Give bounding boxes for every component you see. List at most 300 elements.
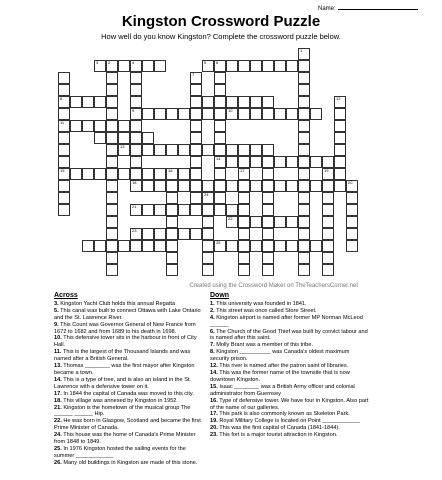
cell-number: 21 <box>132 204 137 209</box>
crossword-cell[interactable] <box>142 168 154 180</box>
crossword-cell[interactable] <box>226 60 238 72</box>
crossword-cell[interactable] <box>238 264 250 276</box>
crossword-cell[interactable] <box>226 180 238 192</box>
crossword-cell[interactable] <box>262 60 274 72</box>
crossword-cell[interactable] <box>166 252 178 264</box>
crossword-cell[interactable] <box>250 60 262 72</box>
crossword-cell[interactable] <box>106 204 118 216</box>
crossword-cell[interactable] <box>154 144 166 156</box>
crossword-cell[interactable] <box>106 168 118 180</box>
crossword-cell[interactable] <box>262 156 274 168</box>
clue-text: This Count was Governor General of New France from 1672 to 1682 and from 1689 to his death in 1698. <box>54 321 196 335</box>
across-clue <box>54 432 204 446</box>
clue-number: 21. <box>54 404 62 411</box>
crossword-cell[interactable] <box>166 108 178 120</box>
clue-number: 18. <box>54 397 62 404</box>
crossword-cell[interactable] <box>298 96 310 108</box>
down-clue <box>210 342 370 349</box>
crossword-cell[interactable] <box>130 204 142 216</box>
crossword-cell[interactable] <box>298 156 310 168</box>
cell-number: 25 <box>216 240 221 245</box>
cell-number: 12 <box>336 96 341 101</box>
down-heading: Down <box>210 292 230 299</box>
crossword-cell[interactable] <box>346 216 358 228</box>
crossword-cell[interactable] <box>238 204 250 216</box>
crossword-cell[interactable] <box>106 96 118 108</box>
clue-text: In 1976 Kingston hosted the sailing events for the summer ____________ <box>54 445 186 459</box>
crossword-cell[interactable] <box>226 144 238 156</box>
crossword-cell[interactable] <box>190 96 202 108</box>
cell-number: 5 <box>204 60 207 65</box>
crossword-cell[interactable] <box>310 180 322 192</box>
clue-text: This university was founded in 1841. <box>214 300 307 307</box>
crossword-cell[interactable] <box>346 180 358 192</box>
page-title: Kingston Crossword Puzzle <box>121 13 321 30</box>
crossword-cell[interactable] <box>298 132 310 144</box>
crossword-cell[interactable] <box>346 192 358 204</box>
crossword-cell[interactable] <box>262 144 274 156</box>
crossword-cell[interactable] <box>214 144 226 156</box>
crossword-cell[interactable] <box>154 180 166 192</box>
crossword-cell[interactable] <box>130 144 142 156</box>
crossword-cell[interactable] <box>190 168 202 180</box>
crossword-cell[interactable] <box>142 204 154 216</box>
crossword-cell[interactable] <box>238 180 250 192</box>
crossword-cell[interactable] <box>214 60 226 72</box>
crossword-cell[interactable] <box>238 156 250 168</box>
cell-number: 10 <box>228 108 233 113</box>
crossword-cell[interactable] <box>118 60 130 72</box>
cell-number: 11 <box>60 120 65 125</box>
crossword-cell[interactable] <box>106 156 118 168</box>
clue-number: 6. <box>210 328 215 335</box>
clue-text: This fort is a major tourist attraction in Kingston. <box>217 432 338 439</box>
crossword-cell[interactable] <box>202 240 214 252</box>
crossword-cell[interactable] <box>58 180 70 192</box>
clue-number: 1. <box>210 300 215 307</box>
down-clue <box>210 315 370 329</box>
crossword-cell[interactable] <box>298 240 310 252</box>
crossword-cell[interactable] <box>298 216 310 228</box>
crossword-cell[interactable] <box>274 108 286 120</box>
clue-text: Molly Brant was a member of this tribe. <box>214 342 313 349</box>
crossword-cell[interactable] <box>214 180 226 192</box>
crossword-cell[interactable] <box>274 240 286 252</box>
crossword-cell[interactable] <box>106 252 118 264</box>
crossword-cell[interactable] <box>250 180 262 192</box>
clue-text: This is the largest of the Thousand Islands and was named after a British General. <box>54 349 191 363</box>
crossword-cell[interactable] <box>130 96 142 108</box>
crossword-cell[interactable] <box>190 120 202 132</box>
crossword-cell[interactable] <box>202 204 214 216</box>
crossword-cell[interactable] <box>142 60 154 72</box>
crossword-cell[interactable] <box>298 264 310 276</box>
crossword-cell[interactable] <box>274 156 286 168</box>
clue-text: This park is also commonly known as Skeleton Park. <box>217 411 350 418</box>
crossword-cell[interactable] <box>214 156 226 168</box>
crossword-cell[interactable] <box>58 156 70 168</box>
cell-number: 19 <box>324 168 329 173</box>
crossword-cell[interactable] <box>322 192 334 204</box>
crossword-cell[interactable] <box>262 192 274 204</box>
across-clue <box>54 377 204 391</box>
crossword-cell[interactable] <box>82 96 94 108</box>
crossword-cell[interactable] <box>190 144 202 156</box>
crossword-cell[interactable] <box>334 132 346 144</box>
crossword-cell[interactable] <box>190 108 202 120</box>
crossword-cell[interactable] <box>106 144 118 156</box>
crossword-cell[interactable] <box>214 192 226 204</box>
crossword-cell[interactable] <box>334 156 346 168</box>
crossword-cell[interactable] <box>178 228 190 240</box>
crossword-cell[interactable] <box>118 240 130 252</box>
crossword-cell[interactable] <box>70 168 82 180</box>
crossword-cell[interactable] <box>286 108 298 120</box>
crossword-cell[interactable] <box>106 60 118 72</box>
crossword-cell[interactable] <box>106 84 118 96</box>
clue-number: 13. <box>54 363 62 370</box>
crossword-cell[interactable] <box>94 60 106 72</box>
crossword-cell[interactable] <box>238 252 250 264</box>
clue-text: This defensive tower sits in the harbour in front of City Hall. <box>54 335 197 349</box>
crossword-cell[interactable] <box>226 216 238 228</box>
crossword-cell[interactable] <box>238 216 250 228</box>
crossword-cell[interactable] <box>130 228 142 240</box>
crossword-cell[interactable] <box>130 168 142 180</box>
down-clue-list <box>210 301 370 439</box>
clue-number: 4. <box>210 314 215 321</box>
crossword-cell[interactable] <box>298 72 310 84</box>
crossword-cell[interactable] <box>334 96 346 108</box>
crossword-cell[interactable] <box>178 108 190 120</box>
crossword-cell[interactable] <box>190 228 202 240</box>
crossword-cell[interactable] <box>226 96 238 108</box>
crossword-cell[interactable] <box>322 216 334 228</box>
crossword-cell[interactable] <box>274 180 286 192</box>
down-clue <box>210 363 370 370</box>
crossword-cell[interactable] <box>190 132 202 144</box>
clue-text: Kingston __________ was Canada's oldest maximum security prison. <box>210 349 350 363</box>
down-clue <box>210 432 370 439</box>
crossword-cell[interactable] <box>106 132 118 144</box>
crossword-cell[interactable] <box>118 144 130 156</box>
crossword-cell[interactable] <box>214 72 226 84</box>
crossword-cell[interactable] <box>346 228 358 240</box>
crossword-cell[interactable] <box>154 108 166 120</box>
down-clue <box>210 370 370 384</box>
crossword-cell[interactable] <box>286 216 298 228</box>
crossword-cell[interactable] <box>298 252 310 264</box>
crossword-cell[interactable] <box>346 204 358 216</box>
crossword-cell[interactable] <box>262 204 274 216</box>
crossword-cell[interactable] <box>166 264 178 276</box>
crossword-cell[interactable] <box>286 240 298 252</box>
crossword-cell[interactable] <box>262 264 274 276</box>
crossword-cell[interactable] <box>142 144 154 156</box>
crossword-cell[interactable] <box>106 108 118 120</box>
crossword-cell[interactable] <box>262 96 274 108</box>
crossword-cell[interactable] <box>298 120 310 132</box>
clue-number: 8. <box>210 349 215 356</box>
crossword-cell[interactable] <box>214 204 226 216</box>
crossword-cell[interactable] <box>94 120 106 132</box>
crossword-cell[interactable] <box>322 264 334 276</box>
crossword-cell[interactable] <box>226 108 238 120</box>
crossword-cell[interactable] <box>334 180 346 192</box>
crossword-cell[interactable] <box>238 144 250 156</box>
crossword-cell[interactable] <box>130 108 142 120</box>
crossword-cell[interactable] <box>106 180 118 192</box>
crossword-cell[interactable] <box>154 204 166 216</box>
crossword-cell[interactable] <box>274 216 286 228</box>
crossword-cell[interactable] <box>106 120 118 132</box>
crossword-cell[interactable] <box>286 180 298 192</box>
crossword-cell[interactable] <box>106 240 118 252</box>
crossword-cell[interactable] <box>322 252 334 264</box>
across-clue <box>54 391 204 398</box>
crossword-cell[interactable] <box>214 84 226 96</box>
crossword-cell[interactable] <box>298 48 310 60</box>
crossword-cell[interactable] <box>226 240 238 252</box>
across-clue <box>54 418 204 432</box>
crossword-cell[interactable] <box>94 240 106 252</box>
crossword-cell[interactable] <box>166 204 178 216</box>
across-clue <box>54 308 204 322</box>
crossword-cell[interactable] <box>190 180 202 192</box>
crossword-cell[interactable] <box>178 168 190 180</box>
crossword-cell[interactable] <box>202 216 214 228</box>
crossword-cell[interactable] <box>238 228 250 240</box>
crossword-cell[interactable] <box>106 216 118 228</box>
crossword-cell[interactable] <box>70 120 82 132</box>
crossword-cell[interactable] <box>310 240 322 252</box>
crossword-cell[interactable] <box>178 204 190 216</box>
crossword-cell[interactable] <box>322 228 334 240</box>
crossword-cell[interactable] <box>202 60 214 72</box>
crossword-cell[interactable] <box>190 192 202 204</box>
cell-number: 4 <box>132 60 135 65</box>
crossword-cell[interactable] <box>166 168 178 180</box>
crossword-cell[interactable] <box>262 180 274 192</box>
crossword-cell[interactable] <box>190 204 202 216</box>
crossword-cell[interactable] <box>58 96 70 108</box>
crossword-cell[interactable] <box>190 72 202 84</box>
crossword-cell[interactable] <box>82 168 94 180</box>
crossword-cell[interactable] <box>130 132 142 144</box>
crossword-cell[interactable] <box>274 60 286 72</box>
crossword-cell[interactable] <box>334 144 346 156</box>
crossword-cell[interactable] <box>250 216 262 228</box>
crossword-cell[interactable] <box>190 156 202 168</box>
crossword-cell[interactable] <box>250 156 262 168</box>
crossword-cell[interactable] <box>250 108 262 120</box>
clue-text: This was the former name of the townsite that is now downtown Kingston. <box>210 369 350 383</box>
crossword-cell[interactable] <box>142 132 154 144</box>
crossword-cell[interactable] <box>178 144 190 156</box>
crossword-cell[interactable] <box>262 240 274 252</box>
crossword-cell[interactable] <box>118 132 130 144</box>
crossword-cell[interactable] <box>166 180 178 192</box>
crossword-cell[interactable] <box>166 228 178 240</box>
crossword-cell[interactable] <box>190 84 202 96</box>
clue-number: 12. <box>210 363 218 370</box>
crossword-cell[interactable] <box>262 252 274 264</box>
crossword-cell[interactable] <box>58 144 70 156</box>
crossword-cell[interactable] <box>106 72 118 84</box>
crossword-cell[interactable] <box>250 96 262 108</box>
crossword-cell[interactable] <box>334 120 346 132</box>
crossword-cell[interactable] <box>130 240 142 252</box>
crossword-cell[interactable] <box>298 204 310 216</box>
crossword-cell[interactable] <box>262 216 274 228</box>
crossword-cell[interactable] <box>238 192 250 204</box>
crossword-cell[interactable] <box>58 168 70 180</box>
clue-text: This canal was built to connect Ottawa with Lake Ontario and the St. Lawrence River. <box>54 307 201 321</box>
crossword-cell[interactable] <box>226 156 238 168</box>
crossword-cell[interactable] <box>106 264 118 276</box>
crossword-cell[interactable] <box>334 168 346 180</box>
crossword-cell[interactable] <box>166 216 178 228</box>
crossword-cell[interactable] <box>142 108 154 120</box>
clue-number: 14. <box>210 369 218 376</box>
crossword-cell[interactable] <box>238 60 250 72</box>
crossword-cell[interactable] <box>202 144 214 156</box>
crossword-cell[interactable] <box>94 96 106 108</box>
clue-number: 9. <box>54 321 59 328</box>
crossword-cell[interactable] <box>214 240 226 252</box>
crossword-cell[interactable] <box>250 240 262 252</box>
crossword-cell[interactable] <box>130 156 142 168</box>
crossword-cell[interactable] <box>118 168 130 180</box>
crossword-cell[interactable] <box>166 144 178 156</box>
crossword-cell[interactable] <box>58 72 70 84</box>
crossword-cell[interactable] <box>58 204 70 216</box>
crossword-cell[interactable] <box>322 168 334 180</box>
crossword-cell[interactable] <box>322 156 334 168</box>
crossword-cell[interactable] <box>238 108 250 120</box>
clue-text: This was the first capital of Canada (1841-1844). <box>217 425 340 432</box>
crossword-cell[interactable] <box>118 120 130 132</box>
crossword-cell[interactable] <box>154 240 166 252</box>
crossword-cell[interactable] <box>130 60 142 72</box>
clue-text: Thomas ________ was the first mayor after Kingston became a town. <box>54 363 195 376</box>
crossword-cell[interactable] <box>310 156 322 168</box>
crossword-cell[interactable] <box>238 240 250 252</box>
credit-text: Created using the Crossword Maker on TheTeachersCorner.net <box>189 283 358 289</box>
crossword-cell[interactable] <box>298 60 310 72</box>
crossword-cell[interactable] <box>202 108 214 120</box>
crossword-cell[interactable] <box>202 192 214 204</box>
crossword-cell[interactable] <box>322 204 334 216</box>
cell-number: 15 <box>60 168 65 173</box>
across-clues <box>54 293 204 467</box>
crossword-cell[interactable] <box>322 240 334 252</box>
clue-number: 17. <box>54 390 62 397</box>
crossword-cell[interactable] <box>214 96 226 108</box>
crossword-cell[interactable] <box>262 168 274 180</box>
crossword-cell[interactable] <box>58 132 70 144</box>
crossword-cell[interactable] <box>238 96 250 108</box>
crossword-cell[interactable] <box>94 168 106 180</box>
crossword-cell[interactable] <box>166 240 178 252</box>
crossword-cell[interactable] <box>310 108 322 120</box>
crossword-cell[interactable] <box>106 228 118 240</box>
crossword-cell[interactable] <box>214 120 226 132</box>
crossword-cell[interactable] <box>334 108 346 120</box>
crossword-cell[interactable] <box>58 108 70 120</box>
crossword-cell[interactable] <box>58 120 70 132</box>
crossword-cell[interactable] <box>130 72 142 84</box>
crossword-cell[interactable] <box>142 180 154 192</box>
crossword-cell[interactable] <box>154 228 166 240</box>
crossword-cell[interactable] <box>286 60 298 72</box>
cell-number: 7 <box>192 72 195 77</box>
clue-number: 10. <box>54 335 62 342</box>
across-clue <box>54 349 204 363</box>
crossword-cell[interactable] <box>298 168 310 180</box>
crossword-cell[interactable] <box>130 84 142 96</box>
crossword-cell[interactable] <box>94 132 106 144</box>
crossword-cell[interactable] <box>202 264 214 276</box>
clue-text: Kingston Yacht Club holds this annual Regatta <box>58 300 176 307</box>
crossword-cell[interactable] <box>298 108 310 120</box>
clue-number: 3. <box>54 300 59 307</box>
crossword-cell[interactable] <box>226 204 238 216</box>
cell-number: 17 <box>240 168 245 173</box>
crossword-cell[interactable] <box>142 240 154 252</box>
clue-text: Royal Military College is located on Point ____________ <box>217 418 360 425</box>
crossword-cell[interactable] <box>166 192 178 204</box>
cell-number: 20 <box>348 180 353 185</box>
crossword-cell[interactable] <box>298 228 310 240</box>
crossword-cell[interactable] <box>298 192 310 204</box>
down-clue <box>210 398 370 412</box>
down-clue <box>210 301 370 308</box>
crossword-cell[interactable] <box>346 240 358 252</box>
crossword-cell[interactable] <box>82 120 94 132</box>
crossword-cell[interactable] <box>82 240 94 252</box>
crossword-cell[interactable] <box>142 228 154 240</box>
crossword-cell[interactable] <box>58 192 70 204</box>
crossword-cell[interactable] <box>202 96 214 108</box>
clue-text: Type of defensive tower. We have four in Kingston. Also part of the name of our galleries. <box>210 397 369 411</box>
crossword-cell[interactable] <box>298 84 310 96</box>
crossword-cell[interactable] <box>214 108 226 120</box>
crossword-cell[interactable] <box>154 168 166 180</box>
crossword-cell[interactable] <box>178 180 190 192</box>
crossword-cell[interactable] <box>262 228 274 240</box>
crossword-cell[interactable] <box>106 192 118 204</box>
crossword-cell[interactable] <box>298 144 310 156</box>
crossword-cell[interactable] <box>250 144 262 156</box>
crossword-cell[interactable] <box>286 156 298 168</box>
crossword-cell[interactable] <box>214 132 226 144</box>
crossword-cell[interactable] <box>58 84 70 96</box>
crossword-cell[interactable] <box>130 120 142 132</box>
crossword-cell[interactable] <box>298 180 310 192</box>
cell-number: 8 <box>60 96 63 101</box>
crossword-cell[interactable] <box>70 96 82 108</box>
crossword-cell[interactable] <box>202 228 214 240</box>
crossword-cell[interactable] <box>214 168 226 180</box>
crossword-cell[interactable] <box>262 108 274 120</box>
crossword-cell[interactable] <box>202 180 214 192</box>
crossword-cell[interactable] <box>238 168 250 180</box>
crossword-cell[interactable] <box>202 252 214 264</box>
crossword-cell[interactable] <box>154 60 166 72</box>
crossword-cell[interactable] <box>130 180 142 192</box>
crossword-cell[interactable] <box>322 180 334 192</box>
